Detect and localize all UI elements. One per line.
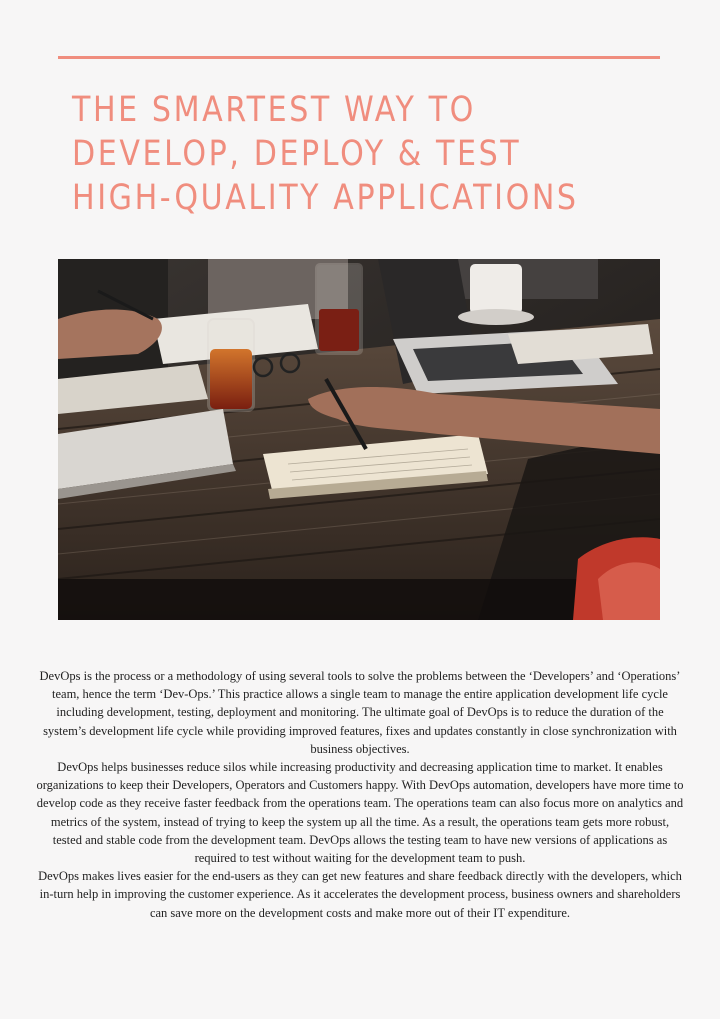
top-divider <box>58 56 660 59</box>
article-body <box>36 667 684 922</box>
hero-photo <box>58 259 660 620</box>
team-working-at-desk-photo <box>58 259 660 620</box>
paragraph-1: DevOps is the process or a methodology of using several tools to solve the problems between the ‘Developers’ and ‘Operations’ team, hence the term ‘Dev-Ops.’ This practice allows a single team to manage the entire application development life cycle including development, testing, deployment and monitoring. The ultimate goal of DevOps is to reduce the duration of the system’s development life cycle while providing improved features, fixes and updates constantly in close synchronization with business objectives. <box>39 669 681 756</box>
paragraph-3: DevOps makes lives easier for the end-users as they can get new features and share feedback directly with the developers, which in-turn help in improving the customer experience. As it accelerates the development process, business owners and shareholders can save more on the development costs and make more out of their IT expenditure. <box>38 869 682 920</box>
page-title: THE SMARTEST WAY TO DEVELOP, DEPLOY & TEST HIGH-QUALITY APPLICATIONS <box>72 90 579 218</box>
paragraph-2: DevOps helps businesses reduce silos while increasing productivity and decreasing application time to market. It enables organizations to keep their Developers, Operators and Customers happy. With DevOps automation, developers have more time to develop code as they receive faster feedback from the operations team. The operations team can also focus more on analytics and metrics of the system, instead of trying to keep the system up all the time. As a result, the operations team gets more robust, tested and stable code from the development team. DevOps allows the testing team to have new versions of applications as required to test without waiting for the development team to push. <box>36 760 684 866</box>
